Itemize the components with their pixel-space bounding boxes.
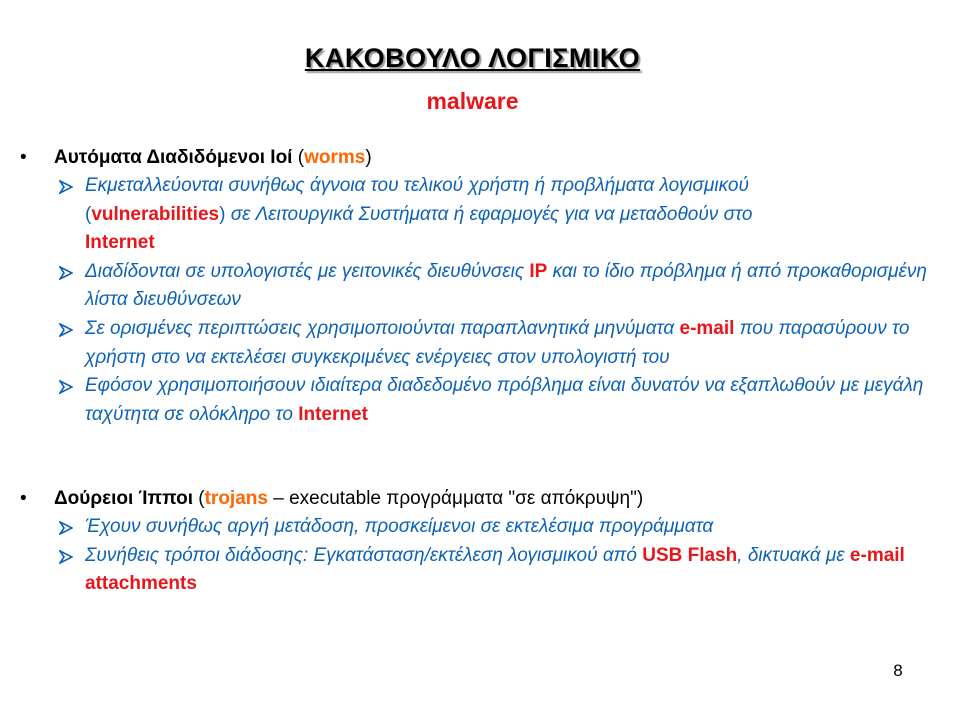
item-text: Σε ορισμένες περιπτώσεις χρησιμοποιούνται παραπλανητικά μηνύματα (85, 317, 680, 339)
trojans-heading: Δούρειοι Ίπποι (54, 488, 193, 509)
worms-heading-line (20, 144, 940, 172)
item-text: Έχουν συνήθως αργή μετάδοση, προσκείμενοι σε εκτελέσιμα προγράμματα (85, 516, 714, 537)
item-paren: ( (85, 203, 92, 225)
list-item (20, 172, 940, 258)
trojans-section (20, 485, 940, 599)
trojans-heading-line (20, 485, 940, 513)
item-text: Συνήθεις τρόποι διάδοσης: Εγκατάσταση/εκτέλεση λογισμικού από (85, 544, 643, 566)
item-keyword: USB Flash (642, 544, 738, 566)
paren-open: ( (292, 147, 305, 168)
item-text: Εκμεταλλεύονται συνήθως άγνοια του τελικού χρήστη ή προβλήματα λογισμικού (85, 175, 749, 196)
bullet-dot-icon: • (20, 488, 27, 509)
trojans-heading-rest: – executable προγράμματα "σε απόκρυψη") (267, 488, 644, 509)
worms-keyword: worms (304, 147, 366, 168)
item-text: Εφόσον χρησιμοποιήσουν ιδιαίτερα διαδεδομένο πρόβλημα είναι δυνατόν να εξαπλωθούν με μεγάλη ταχύτητα σε ολόκληρο το (85, 375, 924, 425)
paren-open: ( (192, 488, 205, 509)
list-item (20, 542, 940, 599)
list-item (20, 258, 940, 315)
worms-heading: Αυτόματα Διαδιδόμενοι Ιοί (54, 147, 293, 168)
worms-section (20, 144, 940, 429)
item-text: σε Λειτουργικά Συστήματα ή εφαρμογές για να μεταδοθούν στο (225, 203, 753, 225)
item-text: Διαδίδονται σε υπολογιστές με γειτονικές διευθύνσεις (85, 260, 530, 282)
item-keyword: Internet (85, 232, 155, 254)
arrow-bullet-icon (59, 180, 73, 194)
arrow-bullet-icon (59, 380, 73, 394)
item-keyword: IP (529, 260, 548, 282)
worms-list (20, 172, 940, 429)
item-paren: ) (219, 203, 226, 225)
paren-close: ) (365, 147, 372, 168)
slide-title: ΚΑΚΟΒΟΥΛΟ ΛΟΓΙΣΜΙΚΟ (304, 43, 641, 73)
arrow-bullet-icon (59, 266, 73, 280)
item-text: που παρασύρουν το χρήστη στο να εκτελέσει συγκεκριμένες ενέργειες στον υπολογιστή του (85, 317, 910, 368)
item-keyword: e-mail attachments (85, 544, 905, 595)
page-number: 8 (893, 661, 903, 680)
arrow-bullet-icon (59, 521, 73, 535)
arrow-bullet-icon (59, 550, 73, 564)
list-item (20, 513, 940, 542)
list-item (20, 315, 940, 372)
item-keyword: vulnerabilities (91, 203, 220, 225)
item-keyword: e-mail (679, 317, 735, 339)
list-item (20, 372, 940, 429)
slide-subtitle: malware (426, 88, 519, 114)
item-keyword: Internet (298, 403, 368, 425)
bullet-dot-icon: • (20, 147, 27, 168)
trojans-keyword: trojans (204, 488, 268, 509)
arrow-bullet-icon (59, 323, 73, 337)
trojans-list (20, 513, 940, 599)
item-text: , δικτυακά με (737, 544, 850, 566)
item-text: και το ίδιο πρόβλημα ή από προκαθορισμένη λίστα διευθύνσεων (85, 260, 927, 311)
